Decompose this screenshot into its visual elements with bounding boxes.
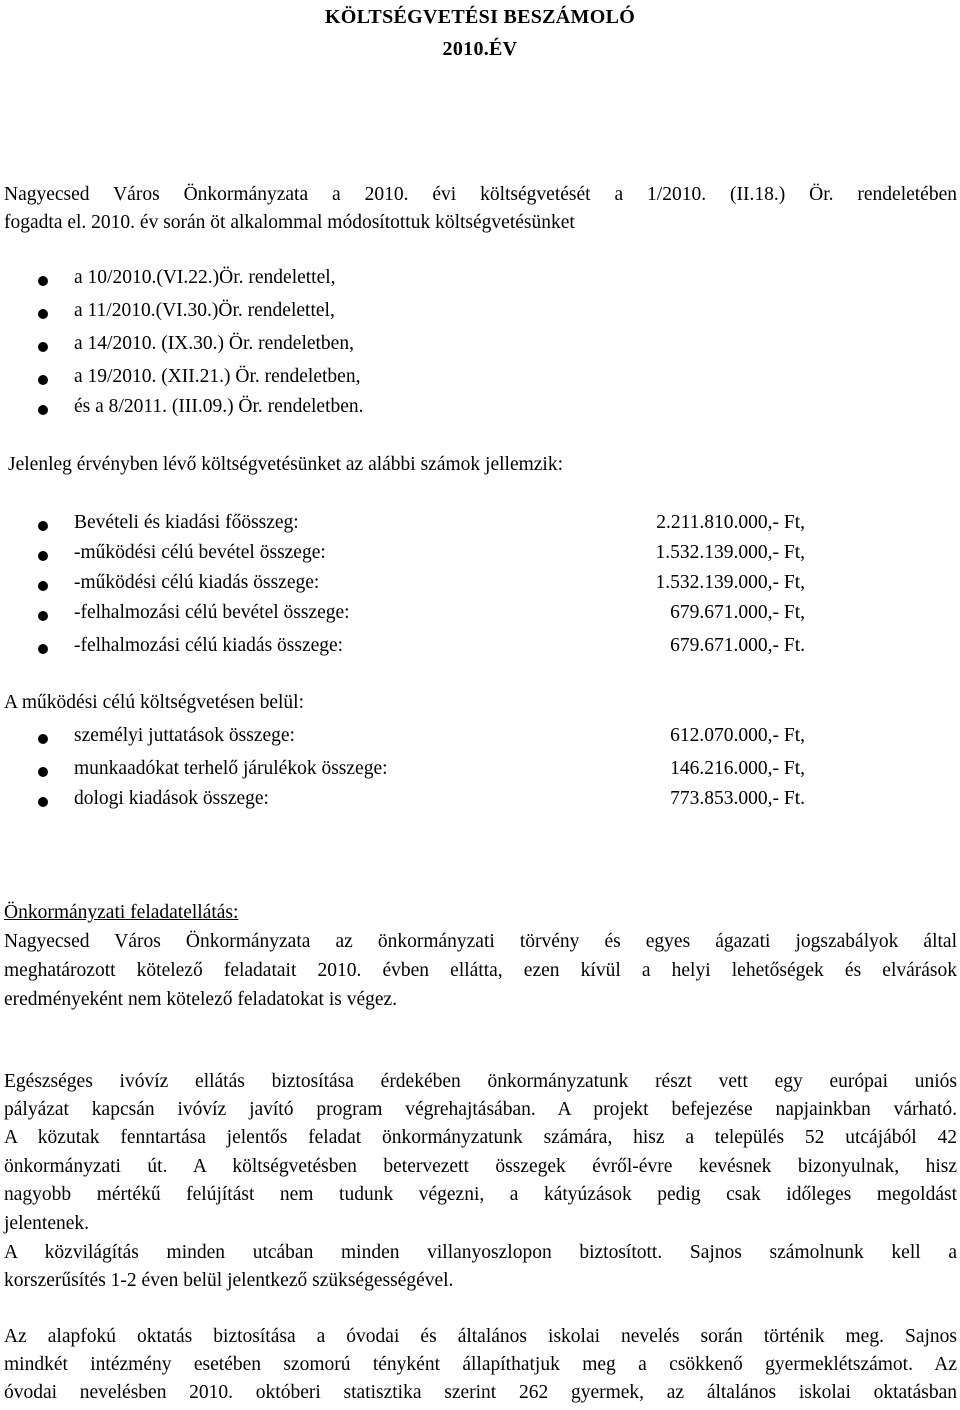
list-item: és a 8/2011. (III.09.) Ör. rendeletben. xyxy=(74,396,364,417)
total-amount: 1.532.139.000,- Ft, xyxy=(655,542,805,563)
paragraph-line: A közutak fenntartása jelentős feladat önkormányzatunk számára, hisz a település 52 utcájából 42 xyxy=(4,1127,957,1148)
operating-amount: 146.216.000,- Ft, xyxy=(670,758,805,779)
operating-label: munkaadókat terhelő járulékok összege: xyxy=(74,758,388,779)
list-item: a 10/2010.(VI.22.)Ör. rendelettel, xyxy=(74,267,336,288)
operating-heading: A működési célú költségvetésen belül: xyxy=(4,692,305,713)
bullet-icon xyxy=(38,734,48,744)
paragraph-line: nagyobb mértékű felújítást nem tudunk végezni, a kátyúzások pedig csak időleges megoldást xyxy=(4,1184,957,1205)
characteristics-intro: Jelenleg érvényben lévő költségvetésünket az alábbi számok jellemzik: xyxy=(8,454,564,475)
operating-label: személyi juttatások összege: xyxy=(74,725,295,746)
total-label: -működési célú kiadás összege: xyxy=(74,572,320,593)
total-amount: 679.671.000,- Ft, xyxy=(670,602,805,623)
intro-line: fogadta el. 2010. év során öt alkalommal módosítottuk költségvetésünket xyxy=(4,212,575,233)
total-label: -működési célú bevétel összege: xyxy=(74,542,326,563)
bullet-icon xyxy=(38,581,48,591)
bullet-icon xyxy=(38,309,48,319)
bullet-icon xyxy=(38,405,48,415)
paragraph-line: korszerűsítés 1-2 éven belül jelentkező szükségességével. xyxy=(4,1270,454,1291)
list-item: a 14/2010. (IX.30.) Ör. rendeletben, xyxy=(74,333,354,354)
bullet-icon xyxy=(38,644,48,654)
duties-line: meghatározott kötelező feladatait 2010. évben ellátta, ezen kívül a helyi lehetőségek és elvárások xyxy=(4,960,957,981)
bullet-icon xyxy=(38,342,48,352)
bullet-icon xyxy=(38,521,48,531)
paragraph-line: A közvilágítás minden utcában minden villanyoszlopon biztosított. Sajnos számolnunk kell a xyxy=(4,1242,957,1263)
paragraph-line: mindkét intézmény esetében szomorú tényként állapíthatjuk meg a csökkenő gyermeklétszámot. Az xyxy=(4,1354,957,1375)
list-item: a 11/2010.(VI.30.)Ör. rendelettel, xyxy=(74,300,335,321)
duties-heading: Önkormányzati feladatellátás: xyxy=(4,902,239,923)
duties-line: eredményeként nem kötelező feladatokat is végez. xyxy=(4,989,398,1010)
paragraph-line: pályázat kapcsán ivóvíz javító program végrehajtásában. A projekt befejezése napjainkban várható. xyxy=(4,1099,957,1120)
paragraph-line: önkormányzati út. A költségvetésben betervezett összegek évről-évre kevésnek bizonyulnak, hisz xyxy=(4,1156,957,1177)
bullet-icon xyxy=(38,611,48,621)
bullet-icon xyxy=(38,551,48,561)
operating-amount: 612.070.000,- Ft, xyxy=(670,725,805,746)
total-label: -felhalmozási célú kiadás összege: xyxy=(74,635,344,656)
operating-label: dologi kiadások összege: xyxy=(74,788,269,809)
list-item: a 19/2010. (XII.21.) Ör. rendeletben, xyxy=(74,366,361,387)
total-label: Bevételi és kiadási főösszeg: xyxy=(74,512,299,533)
bullet-icon xyxy=(38,797,48,807)
total-amount: 1.532.139.000,- Ft, xyxy=(655,572,805,593)
total-amount: 679.671.000,- Ft. xyxy=(670,635,805,656)
document-year: 2010.ÉV xyxy=(442,38,518,60)
paragraph-line: Egészséges ivóvíz ellátás biztosítása érdekében önkormányzatunk részt vett egy európai uniós xyxy=(4,1071,957,1092)
bullet-icon xyxy=(38,767,48,777)
total-label: -felhalmozási célú bevétel összege: xyxy=(74,602,350,623)
paragraph-line: jelentenek. xyxy=(4,1213,89,1234)
operating-amount: 773.853.000,- Ft. xyxy=(670,788,805,809)
bullet-icon xyxy=(38,276,48,286)
total-amount: 2.211.810.000,- Ft, xyxy=(656,512,805,533)
duties-line: Nagyecsed Város Önkormányzata az önkormányzati törvény és egyes ágazati jogszabályok által xyxy=(4,931,957,952)
bullet-icon xyxy=(38,375,48,385)
intro-line: Nagyecsed Város Önkormányzata a 2010. évi költségvetését a 1/2010. (II.18.) Ör. rendeletében xyxy=(4,184,957,205)
paragraph-line: óvodai nevelésben 2010. októberi statisztika szerint 262 gyermek, az általános iskolai oktatásban xyxy=(4,1382,957,1403)
paragraph-line: Az alapfokú oktatás biztosítása a óvodai és általános iskolai nevelés során történik meg. Sajnos xyxy=(4,1326,957,1347)
document-title: KÖLTSÉGVETÉSI BESZÁMOLÓ xyxy=(324,6,636,28)
